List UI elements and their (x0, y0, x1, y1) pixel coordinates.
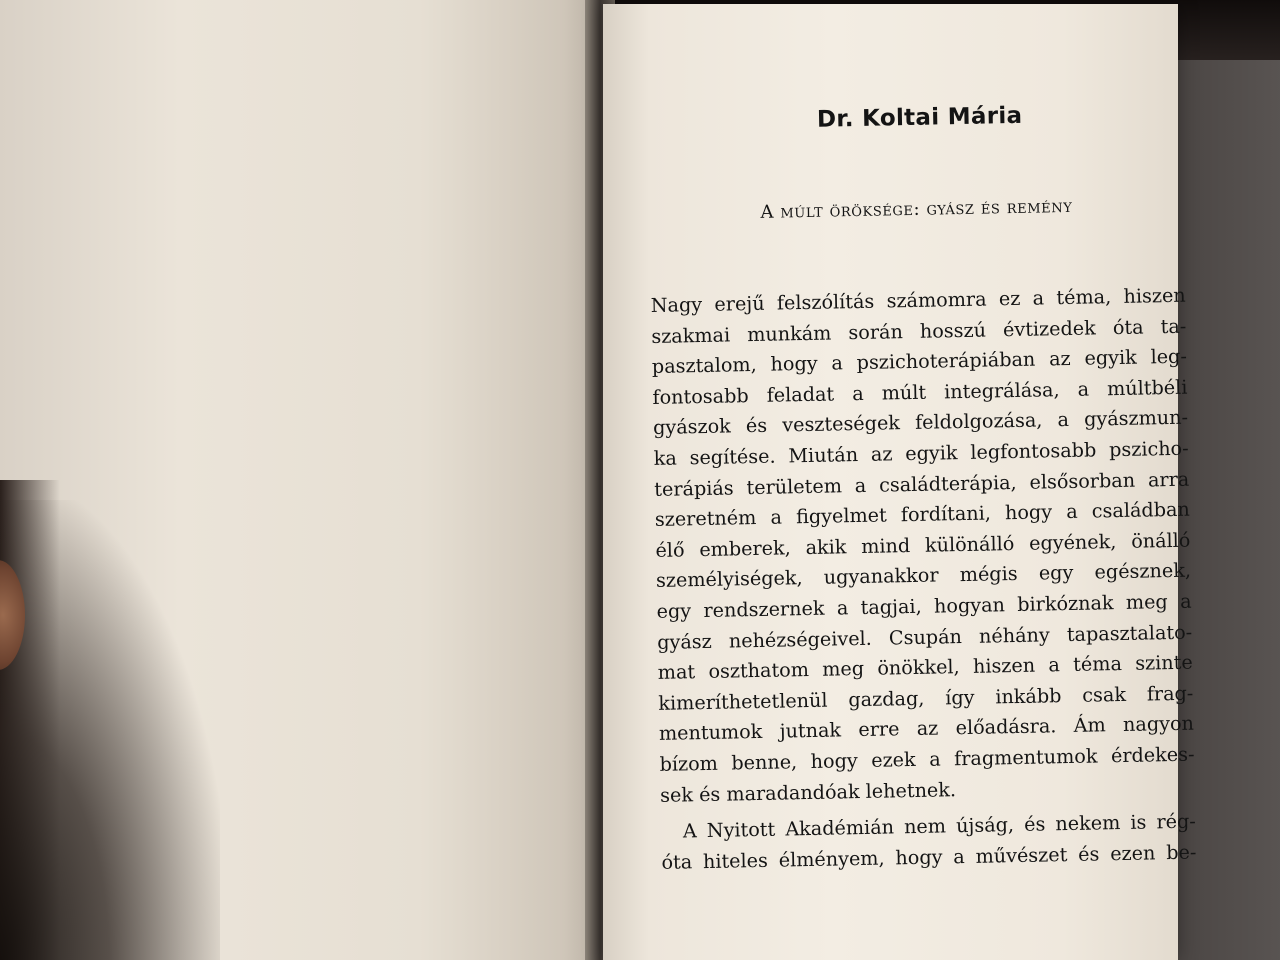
text-line: mat oszthatom meg önökkel, hiszen a téma szinte (657, 650, 1193, 685)
text-line: kimeríthetetlenül gazdag, így inkább csak frag- (658, 681, 1194, 715)
text-line: élő emberek, akik mind különálló egyének, önálló (655, 528, 1191, 562)
text-line: személyiségek, ugyanakkor mégis egy egésznek, (655, 558, 1192, 593)
text-line: Nagy erejű felszólítás számomra ez a téma, hiszen (650, 283, 1186, 317)
body-text (650, 281, 1196, 878)
text-line: fontosabb feladat a múlt integrálása, a múltbéli (652, 375, 1188, 409)
chapter-title: A múlt öröksége: gyász és remény (760, 195, 1073, 223)
page-shadow (0, 500, 220, 960)
text-line: gyászok és veszteségek feldolgozása, a gyászmun- (652, 406, 1189, 440)
text-line: szakmai munkám során hosszú évtizedek óta ta- (651, 314, 1187, 348)
text-line: sek és maradandóak lehetnek. (659, 777, 957, 807)
page-content (647, 100, 1197, 878)
paragraph-2 (661, 807, 1197, 878)
text-line: óta hiteles élményem, hogy a művészet és ezen be- (661, 840, 1197, 874)
text-line: bízom benne, hogy ezek a fragmentumok érdekes- (659, 742, 1195, 776)
author-heading: Dr. Koltai Mária (816, 102, 1023, 133)
text-line: pasztalom, hogy a pszichoterápiában az egyik leg- (651, 344, 1188, 379)
text-line: gyász nehézségeivel. Csupán néhány tapasztalato- (656, 620, 1193, 654)
text-line: terápiás területem a családterápia, elsősorban arra (654, 467, 1190, 501)
text-line: A Nyitott Akadémián nem újság, és nekem is rég- (682, 809, 1196, 843)
paragraph-1 (650, 281, 1195, 811)
text-line: egy rendszernek a tagjai, hogyan birkóznak meg a (656, 589, 1192, 623)
text-line: mentumok jutnak erre az előadásra. Ám nagyon (658, 711, 1195, 746)
text-line: ka segítése. Miután az egyik legfontosabb pszicho- (653, 436, 1189, 470)
text-line: szeretném a figyelmet fordítani, hogy a családban (654, 497, 1190, 532)
